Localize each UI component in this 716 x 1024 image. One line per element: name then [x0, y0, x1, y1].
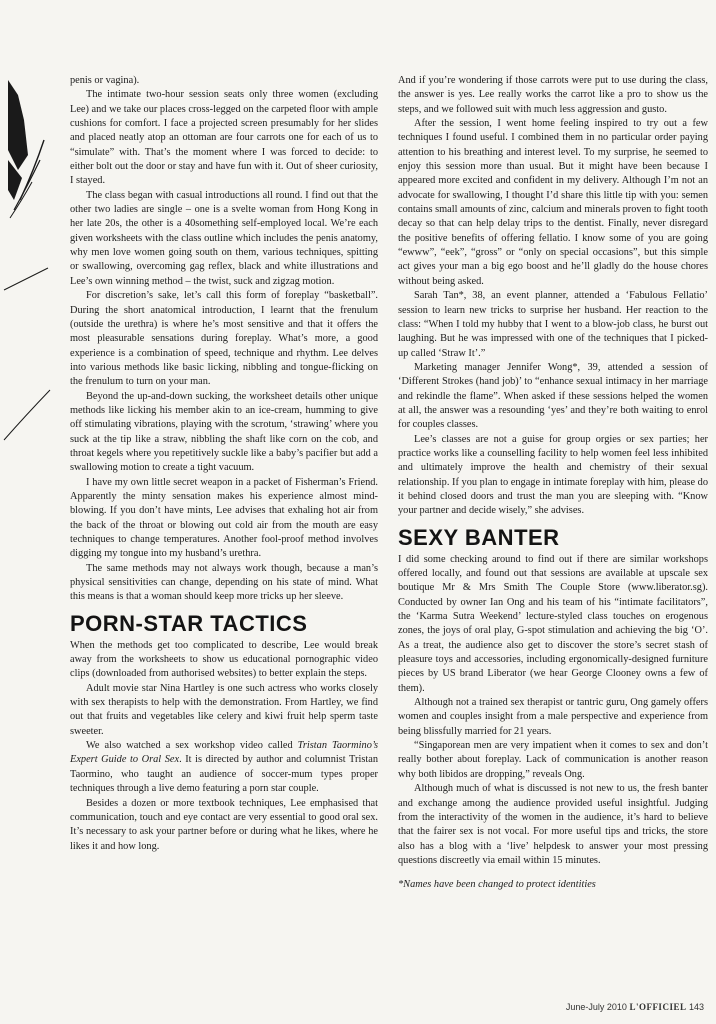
paragraph-text: We also watched a sex workshop video called: [86, 740, 298, 752]
section-heading: SEXY BANTER: [398, 524, 560, 550]
issue-date: June-July 2010: [565, 1002, 627, 1012]
magazine-brand: L'OFFICIEL: [629, 1002, 687, 1012]
paragraph: When the methods get too complicated to describe, Lee would break away from the worksheets to show us educational pornographic video clips (downloaded from authorised websites) to better explain the steps.: [70, 639, 378, 680]
paragraph: Besides a dozen or more textbook techniques, Lee emphasised that communication, touch and eye contact are very essential to good oral sex. It’s necessary to ask your partner before or during what he likes, where he likes it and how long.: [70, 797, 378, 852]
paragraph: After the session, I went home feeling inspired to try out a few techniques I found useful. I combined them in no particular order paying attention to his breathing and interest level. To my surprise, he seemed to enjoy this session more than usual. But it might have been because I appeared more excited and confident in my delivery. Although I’m not an advocate for swallowing, I thought I’d share this little tip with you: semen contains small amounts of zinc, calcium and minerals proven to fight tooth decay so that can help delay trips to the dentist. Finally, never disregard the positive benefits of offering fellatio. I know some of you are going “ewww”, “eek”, “gross” or “only on special occasions”, but this simple act gives your man a big ego boost and he’ll gladly do the house chores without being asked.: [398, 118, 708, 287]
paragraph: Sarah Tan*, 38, an event planner, attended a ‘Fabulous Fellatio’ session to learn new tricks to surprise her husband. Her reaction to the class: “When I told my hubby that I went to a blow-job class, he burst out laughing. But he was impressed with one of the techniques that I picked-up called ‘Straw It’.”: [398, 290, 708, 359]
right-column: [398, 74, 708, 893]
section-heading: PORN-STAR TACTICS: [70, 610, 308, 636]
paragraph: The same methods may not always work though, because a man’s physical sensitivities can change, depending on his state of mind. What this means is that a woman should keep more tricks up her sleeve.: [70, 562, 378, 603]
paragraph: [70, 739, 378, 796]
decorative-line-art: [0, 60, 60, 540]
footnote: *Names have been changed to protect identities: [398, 879, 596, 891]
paragraph: penis or vagina).: [70, 75, 140, 86]
paragraph: Marketing manager Jennifer Wong*, 39, attended a session of ‘Different Strokes (hand job)’ to “enhance sexual intimacy in her marriage and rekindle the flame”. When asked if these sessions helped the women at all, the answer was a resounding ‘yes’ and they’re both waiting to enrol for couples classes.: [398, 361, 708, 431]
paragraph: Although much of what is discussed is not new to us, the fresh banter and exchange among the audience provided useful insightful. Judging from the interactivity of the women in the audience, it’s hard to believe that the fairer sex is not vocal. For more useful tips and tricks, the store also has a blog with a ‘live’ helpdesk to answer your most pressing questions discreetly via email within 15 minutes.: [398, 783, 708, 866]
paragraph: Beyond the up-and-down sucking, the worksheet details other unique methods like licking his member akin to an ice-cream, humming to give off stimulating vibrations, playing with the scrotum, ‘strawing’ where you suck at the tip like a straw, nibbling the shaft like corn on the cob, and throat kegels where you repetitively suckle like a baby’s pacifier but add a swallowing motion to create a tight vacuum.: [70, 390, 378, 474]
video-title: Tristan Taormino’s Expert Guide to Oral Sex: [70, 740, 379, 766]
paragraph: Although not a trained sex therapist or tantric guru, Ong gamely offers women and couples insight from a male perspective and experience from being blissfully married for 21 years.: [398, 697, 708, 737]
paragraph: I have my own little secret weapon in a packet of Fisherman’s Friend. Apparently the minty sensation makes his experience almost mind-blowing. If you don’t have mints, Lee advises that exhaling hot air from the back of the throat or blowing out cold air from the mouth are easy techniques to change temperatures. Another fool-proof method involves digging my tongue into my husband’s urethra.: [70, 476, 378, 560]
paragraph: The class began with casual introductions all round. I find out that the other two ladies are single – one is a svelte woman from Hong Kong in her late 20s, the other is a 40something self-employed local. We’re each given worksheets with the class outline which includes the penis anatomy, why men love women going south on them, various techniques, spitting or swallowing, overcoming gag reflex, black and white illustrations and Lee’s own winning method – the twist, suck and zigzag motion.: [70, 189, 378, 287]
paragraph: Lee’s classes are not a guise for group orgies or sex parties; her practice works like a counselling facility to help women feel less inhibited and ultimately improve the health and chemistry of their sexual relationship. If you plan to engage in intimate foreplay with him, please do it behind closed doors and trust the man you are sleeping with. “Know your partner and decide wisely,” she advises.: [398, 433, 708, 517]
paragraph: Adult movie star Nina Hartley is one such actress who works closely with sex therapists to help with the demonstration. From Hartley, we find out that fruits and vegetables like celery and kiwi fruit help sperm taste sweeter.: [70, 682, 378, 737]
left-column: [70, 74, 378, 854]
paragraph-text: . It is directed by author and columnist Tristan Taormino, who taught an audience of soccer-mum types proper techniques through a live demo featuring a porn star couple.: [70, 754, 378, 795]
paragraph: “Singaporean men are very impatient when it comes to sex and don’t really bother about foreplay. Lack of communication is another reason why both libidos are dropping,” reveals Ong.: [398, 740, 708, 780]
page-number: 143: [688, 1002, 704, 1012]
paragraph: I did some checking around to find out if there are similar workshops offered locally, and found out that sessions are available at upscale sex boutique Mr & Mrs Smith The Couple Store (www.liberator.sg). Conducted by owner Ian Ong and his team of his “intimate facilitators”, the ‘Karma Sutra Weekend’ lecture-styled class touches on erogenous zones, the joys of oral play, G-spot stimulation and achieving the big ‘O’. As a treat, the audience also get to discover the store’s secret stash of pleasure toys and accessories, including ergonomically-designed furniture pieces by US brand Liberator (we hear George Clooney owns a few of them).: [398, 553, 708, 694]
paragraph: For discretion’s sake, let’s call this form of foreplay “basketball”. During the short anatomical introduction, I learnt that the frenulum (outside the urethra) is where he’s most sensitive and that it offers the most pleasurable sensations during foreplay. What’s more, a good experience is a combination of speed, technique and rhythm. Lee delves into various methods like basic licking, nibbling and tongue-flicking on the frenulum to turn on your man.: [70, 290, 378, 388]
paragraph: The intimate two-hour session seats only three women (excluding Lee) and we take our places cross-legged on the carpeted floor with ample cushions for comfort. I face a projected screen presumably for her slides and placed neatly atop an ottoman are four carrots one for each of us to “simulate” with. That’s the moment where I was forced to decide: to either bolt out the door or stay and have fun with it. Out of sheer curiosity, I stayed.: [70, 89, 378, 187]
page-footer: [566, 1002, 704, 1012]
paragraph: And if you’re wondering if those carrots were put to use during the class, the answer is yes. Lee really works the carrot like a pro to show us the steps, and we followed suit with much less aggression and gusto.: [398, 75, 708, 115]
